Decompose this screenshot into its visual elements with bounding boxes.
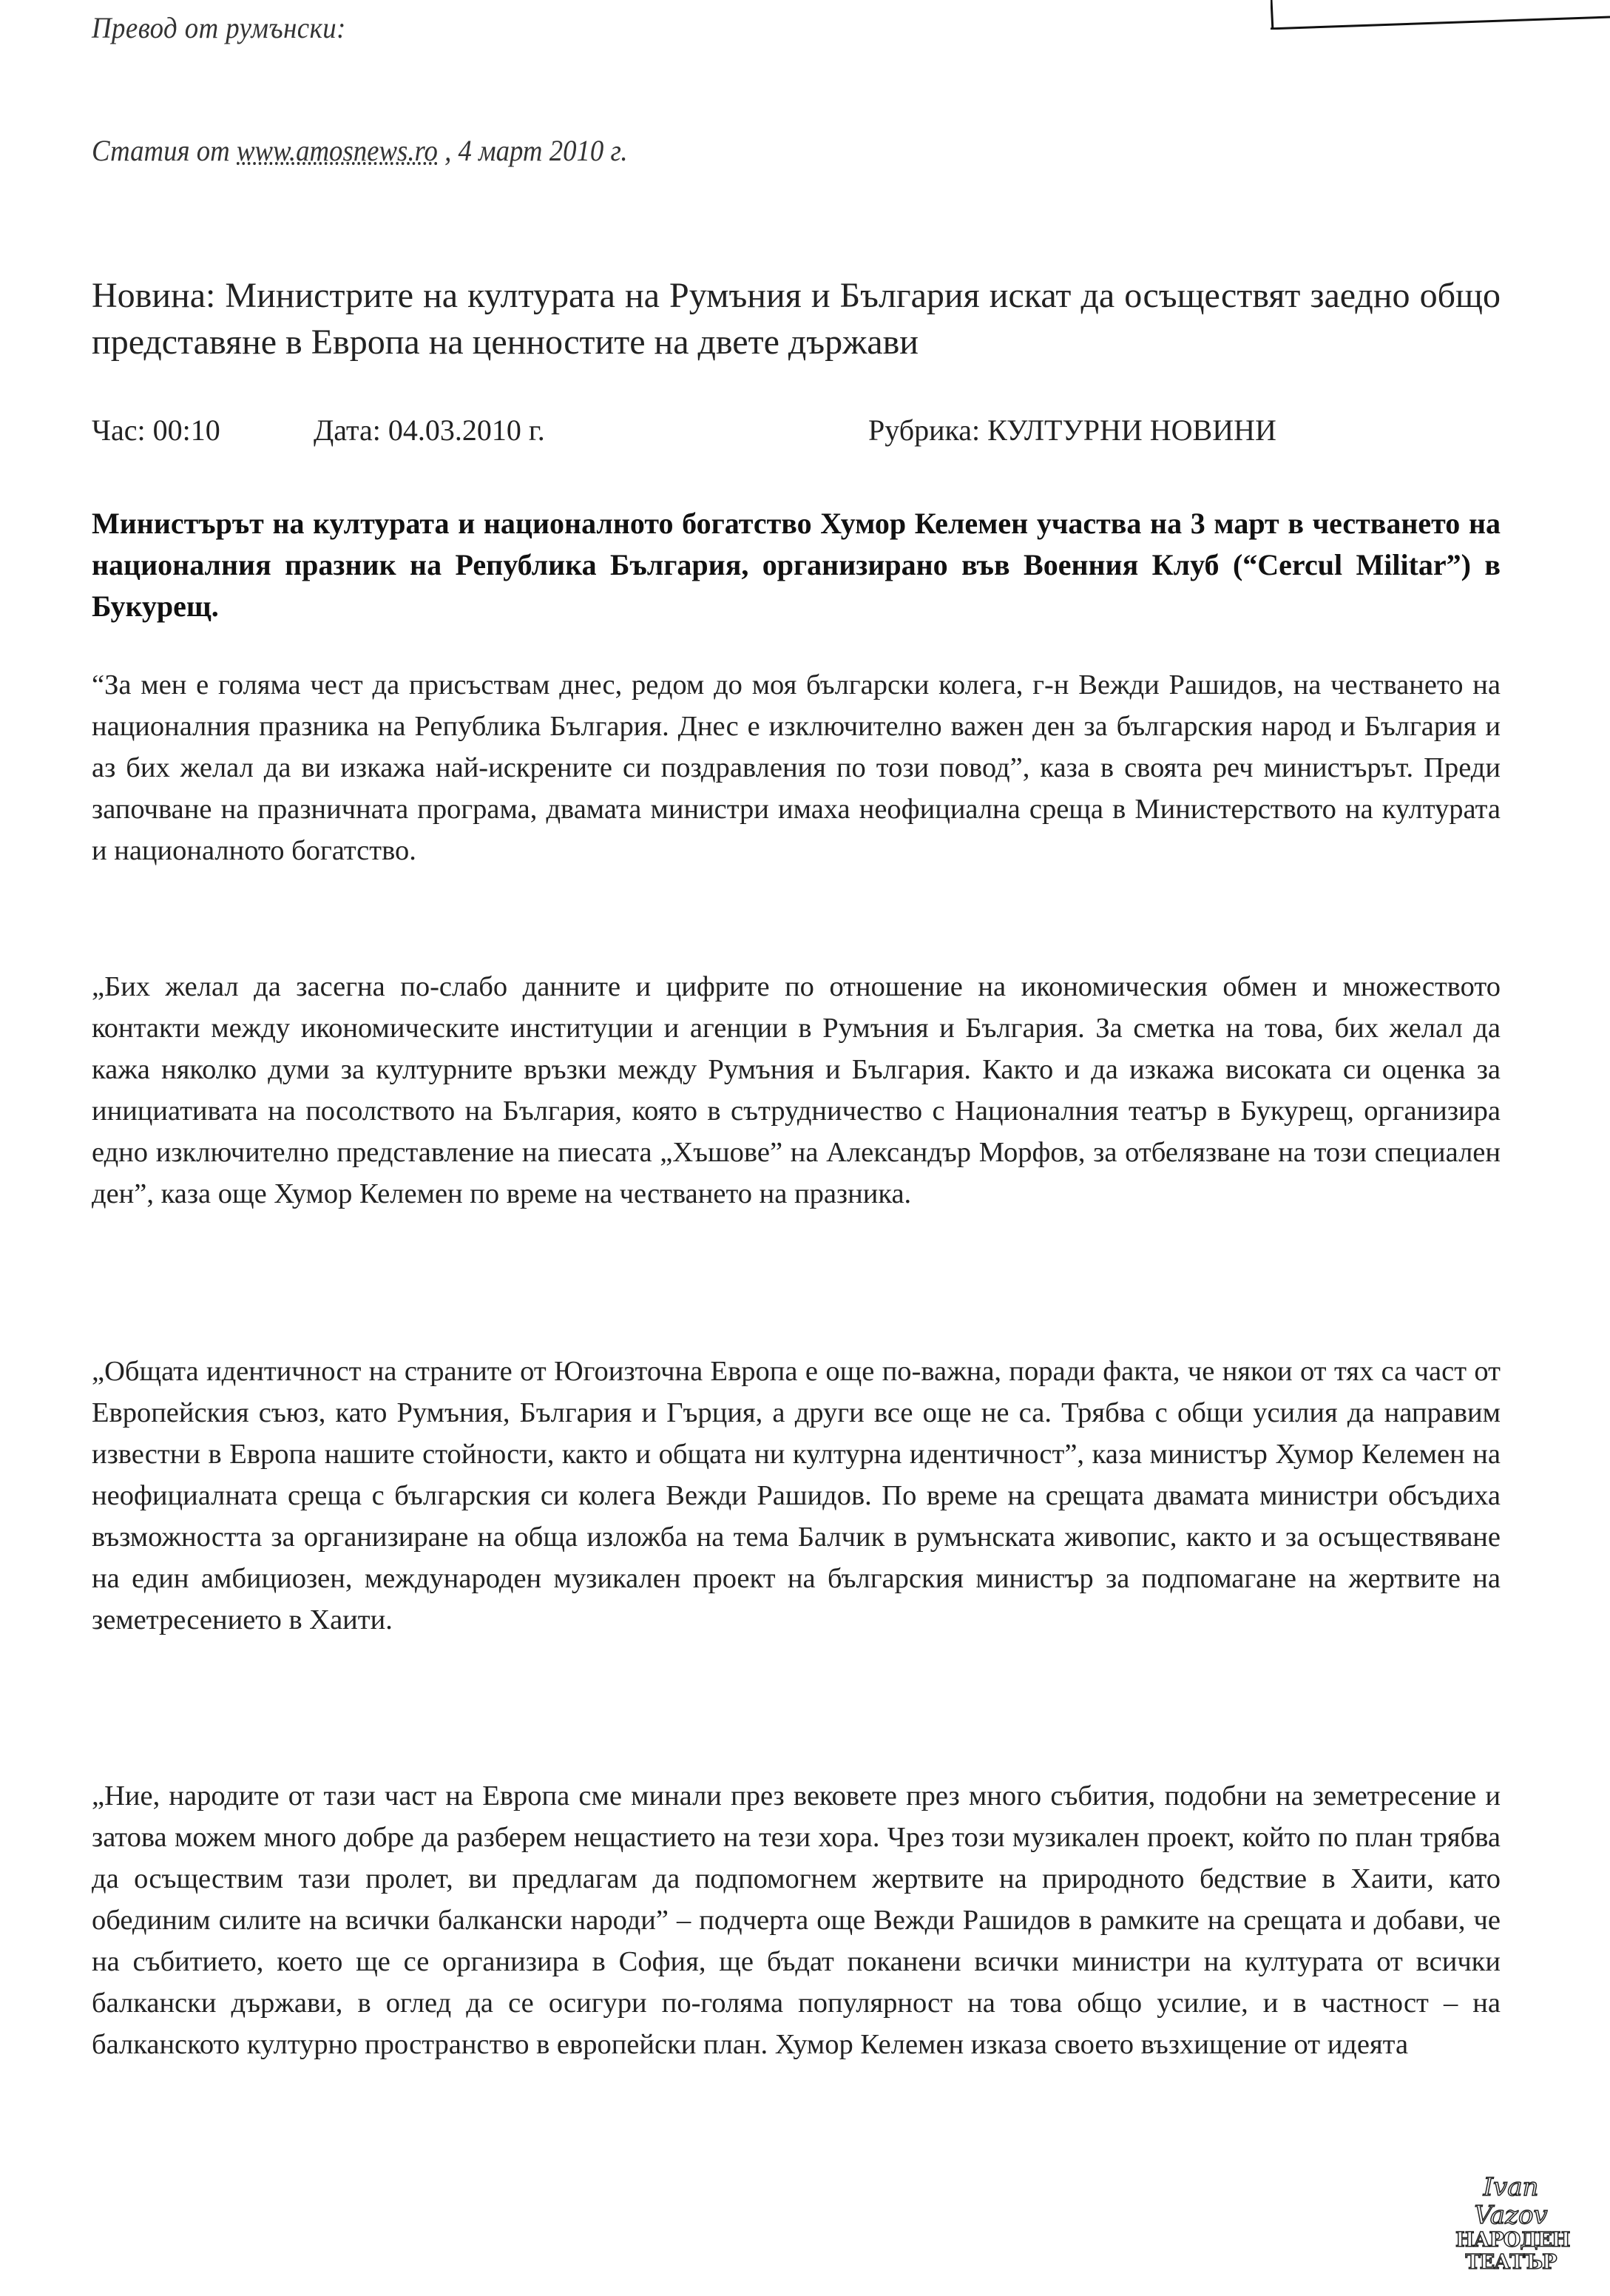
body-paragraph: “За мен е голяма чест да присъствам днес, редом до моя български колега, г-н Вежди Рашидов, на честването на националния празника на Република България. Днес е изключително важен ден за българския народ и България и аз бих желал да ви изкажа най-искрените си поздравления по този повод”, каза в своята реч министърът. Преди започване на празничната програма, двамата министри имаха неофициална среща в Министерството на културата и националното богатство. xyxy=(92,669,1501,866)
source-link[interactable]: www.amosnews.ro xyxy=(236,134,438,167)
logo-line-1: НАРОДЕН xyxy=(1455,2229,1570,2252)
article-time: Час: 00:10 xyxy=(92,413,220,447)
scan-corner-mark xyxy=(1271,0,1610,30)
source-date: , 4 март 2010 г. xyxy=(437,134,628,167)
body-paragraph: „Бих желал да засегна по-слабо данните и цифрите по отношение на икономическия обмен и множеството контакти между икономическите институции и агенции в Румъния и България. За сметка на това, бих желал да кажа няколко думи за културните връзки между Румъния и България. Както и да изкажа високата си оценка за инициативата на посолството на България, която в сътрудничество с Националния театър в Букурещ, организира едно изключително представление на пиесата „Хъшове” на Александър Морфов, за отбелязване на този специален ден”, каза още Хумор Келемен по време на честването на празника. xyxy=(92,971,1501,1209)
body-paragraph: „Общата идентичност на страните от Югоизточна Европа е още по-важна, поради факта, че някои от тях са част от Европейския съюз, като Румъния, България и Гърция, а други все още не са. Трябва с общи усилия да направим известни в Европа нашите стойности, както и общата ни културна идентичност”, каза министър Хумор Келемен на неофициалната среща с българския си колега Вежди Рашидов. По време на срещата двамата министри обсъдиха възможността за организиране на обща изложба на тема Балчик в румънската живопис, както и за осъществяване на един амбициозен, международен музикален проект на българския министър за подпомагане на жертвите на земетресението в Хаити. xyxy=(92,1356,1501,1635)
source-line xyxy=(92,133,628,168)
article-rubric: Рубрика: КУЛТУРНИ НОВИНИ xyxy=(868,413,1276,447)
logo-line-2: ТЕАТЪР xyxy=(1465,2251,1557,2274)
source-prefix: Статия от xyxy=(92,134,237,167)
body-paragraph: „Ние, народите от тази част на Европа сме минали през вековете през много събития, подобни на земетресение и затова можем много добре да разберем нещастието на тези хора. Чрез този музикален проект, който по план трябва да осъществим тази пролет, ви предлагам да подпомогнем жертвите на природното бедствие в Хаити, като обединим силите на всички балкански народи” – подчерта още Вежди Рашидов в рамките на срещата и добави, че на събитието, което ще се организира в София, ще бъдат поканени всички министри на културата от всички балкански държави, в оглед да се осигури по-голяма популярност на това общо усилие, и в частност – на балканското културно пространство в европейски план. Хумор Келемен изказа своето възхищение от идеята xyxy=(92,1780,1501,2060)
national-theatre-logo xyxy=(1455,2172,1570,2274)
translation-note: Превод от румънски: xyxy=(92,11,346,44)
article-headline: Новина: Министрите на културата на Румъния и България искат да осъществят заедно общо представяне в Европа на ценностите на двете държави xyxy=(92,276,1501,362)
logo-signature: Ivan Vazov xyxy=(1474,2172,1548,2230)
article-date: Дата: 04.03.2010 г. xyxy=(314,413,545,447)
article-lead: Министърът на културата и националното богатство Хумор Келемен участва на 3 март в честването на националния празник на Република България, организирано във Военния Клуб (“Cercul Militar”) в Букурещ. xyxy=(92,507,1501,623)
